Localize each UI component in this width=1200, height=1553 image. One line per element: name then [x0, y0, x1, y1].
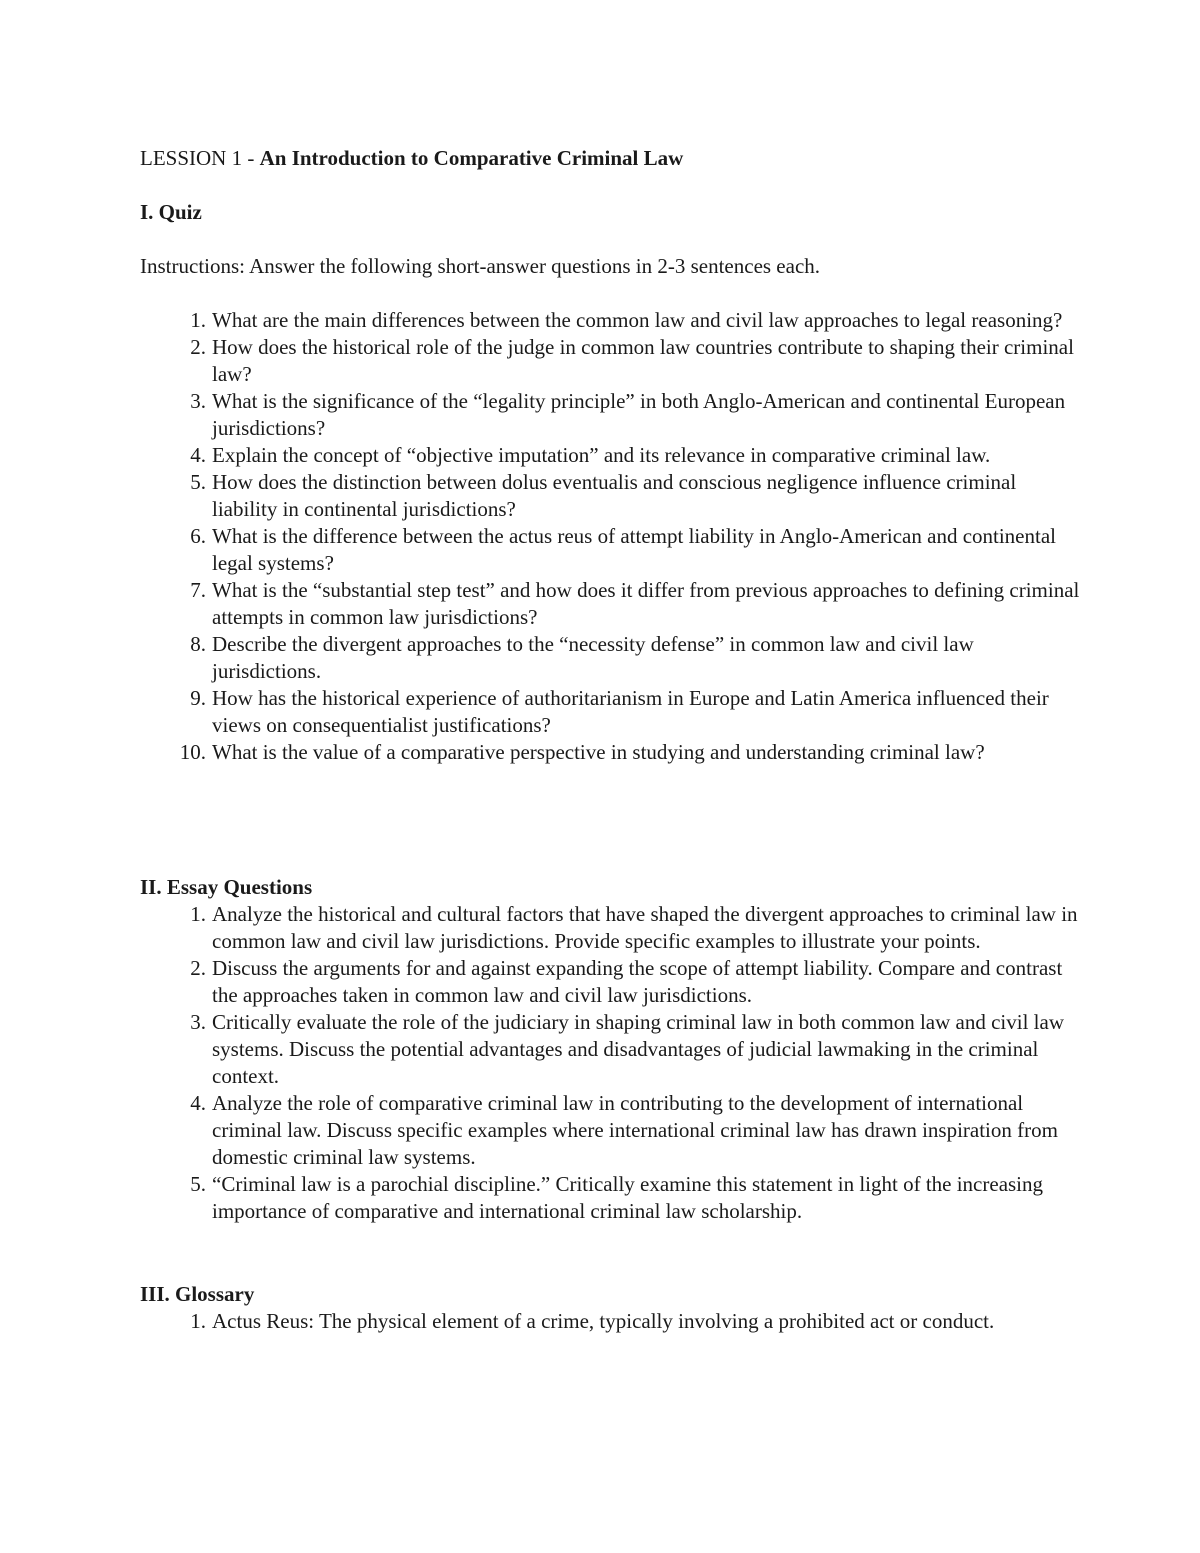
quiz-question: [140, 307, 1080, 334]
glossary-text: Actus Reus: The physical element of a crime, typically involving a prohibited act or conduct.: [212, 1309, 995, 1333]
question-number: 6.: [190, 524, 206, 548]
quiz-question: [140, 523, 1080, 577]
quiz-question-list: [140, 307, 1080, 766]
question-number: 5.: [190, 1172, 206, 1196]
question-text: Critically evaluate the role of the judiciary in shaping criminal law in both common law and civil law systems. Discuss the potential advantages and disadvantages of judicial lawmaking in the criminal context.: [212, 1010, 1065, 1088]
question-text: Describe the divergent approaches to the “necessity defense” in common law and civil law jurisdictions.: [212, 632, 974, 683]
essay-question: [140, 1009, 1080, 1090]
quiz-question: [140, 334, 1080, 388]
question-number: 4.: [190, 1091, 206, 1115]
glossary-item: [140, 1308, 1080, 1335]
question-text: How does the historical role of the judge in common law countries contribute to shaping their criminal law?: [212, 335, 1074, 386]
lesson-name: An Introduction to Comparative Criminal Law: [259, 146, 684, 170]
question-number: 1.: [190, 308, 206, 332]
question-number: 2.: [190, 335, 206, 359]
question-number: 8.: [190, 632, 206, 656]
question-text: How does the distinction between dolus eventualis and conscious negligence influence criminal liability in continental jurisdictions?: [212, 470, 1017, 521]
quiz-question: [140, 739, 1080, 766]
quiz-question: [140, 469, 1080, 523]
quiz-question: [140, 442, 1080, 469]
question-text: What is the value of a comparative perspective in studying and understanding criminal law?: [212, 740, 985, 764]
question-number: 1.: [190, 902, 206, 926]
question-text: Analyze the role of comparative criminal law in contributing to the development of international criminal law. Discuss specific examples where international criminal law has drawn inspiration from domestic criminal law systems.: [212, 1091, 1058, 1169]
quiz-question: [140, 577, 1080, 631]
lesson-title: [140, 145, 683, 172]
question-number: 9.: [190, 686, 206, 710]
essay-question: [140, 1171, 1080, 1225]
quiz-question: [140, 631, 1080, 685]
question-number: 2.: [190, 956, 206, 980]
essay-question: [140, 955, 1080, 1009]
question-text: Discuss the arguments for and against expanding the scope of attempt liability. Compare and contrast the approaches taken in common law and civil law jurisdictions.: [212, 956, 1063, 1007]
question-number: 4.: [190, 443, 206, 467]
glossary-heading: III. Glossary: [140, 1282, 255, 1306]
quiz-instructions: Instructions: Answer the following short-answer questions in 2-3 sentences each.: [140, 254, 821, 278]
question-text: How has the historical experience of authoritarianism in Europe and Latin America influenced their views on consequentialist justifications?: [212, 686, 1049, 737]
question-number: 10.: [179, 740, 206, 764]
essay-heading: II. Essay Questions: [140, 875, 313, 899]
question-text: Explain the concept of “objective imputation” and its relevance in comparative criminal law.: [212, 443, 991, 467]
glossary-list: [140, 1308, 1080, 1335]
quiz-question: [140, 388, 1080, 442]
lesson-number: LESSION 1 -: [140, 146, 260, 170]
question-text: Analyze the historical and cultural factors that have shaped the divergent approaches to criminal law in common law and civil law jurisdictions. Provide specific examples to illustrate your points.: [212, 902, 1078, 953]
question-number: 5.: [190, 470, 206, 494]
essay-question-list: [140, 901, 1080, 1225]
question-number: 3.: [190, 1010, 206, 1034]
question-text: “Criminal law is a parochial discipline.” Critically examine this statement in light of the increasing importance of comparative and international criminal law scholarship.: [212, 1172, 1044, 1223]
question-text: What is the significance of the “legality principle” in both Anglo-American and continental European jurisdictions?: [212, 389, 1066, 440]
quiz-question: [140, 685, 1080, 739]
essay-question: [140, 901, 1080, 955]
question-text: What is the difference between the actus reus of attempt liability in Anglo-American and continental legal systems?: [212, 524, 1056, 575]
question-number: 3.: [190, 389, 206, 413]
question-text: What is the “substantial step test” and how does it differ from previous approaches to defining criminal attempts in common law jurisdictions?: [212, 578, 1080, 629]
quiz-heading: I. Quiz: [140, 200, 202, 224]
question-number: 7.: [190, 578, 206, 602]
question-text: What are the main differences between the common law and civil law approaches to legal reasoning?: [212, 308, 1063, 332]
essay-question: [140, 1090, 1080, 1171]
glossary-number: 1.: [190, 1309, 206, 1333]
